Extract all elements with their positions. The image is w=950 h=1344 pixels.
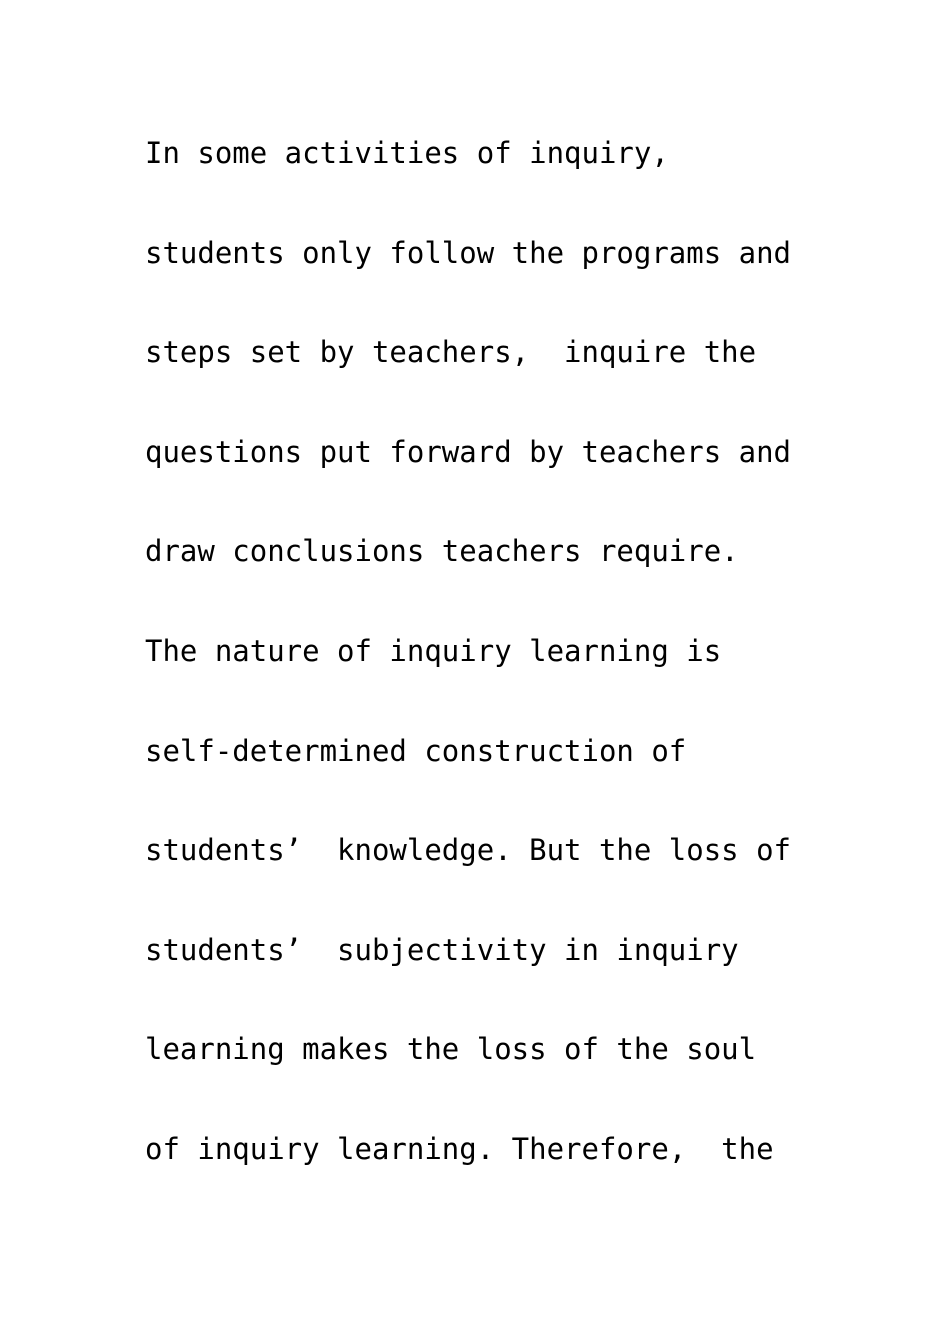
text-line: draw conclusions teachers require.: [145, 534, 739, 569]
text-line: The nature of inquiry learning is: [145, 633, 722, 668]
text-line: questions put forward by teachers and: [145, 434, 792, 469]
text-line: steps set by teachers, inquire the: [145, 335, 757, 370]
text-line: In some activities of inquiry,: [145, 136, 669, 170]
text-line: students’ knowledge. But the loss of: [145, 833, 792, 868]
text-line: learning makes the loss of the soul: [145, 1032, 757, 1067]
text-line: of inquiry learning. Therefore, the: [145, 1131, 774, 1166]
text-line: students’ subjectivity in inquiry: [145, 932, 739, 967]
text-line: students only follow the programs and: [145, 235, 792, 270]
text-line: self-determined construction of: [145, 733, 687, 768]
body-text: [145, 126, 845, 1222]
